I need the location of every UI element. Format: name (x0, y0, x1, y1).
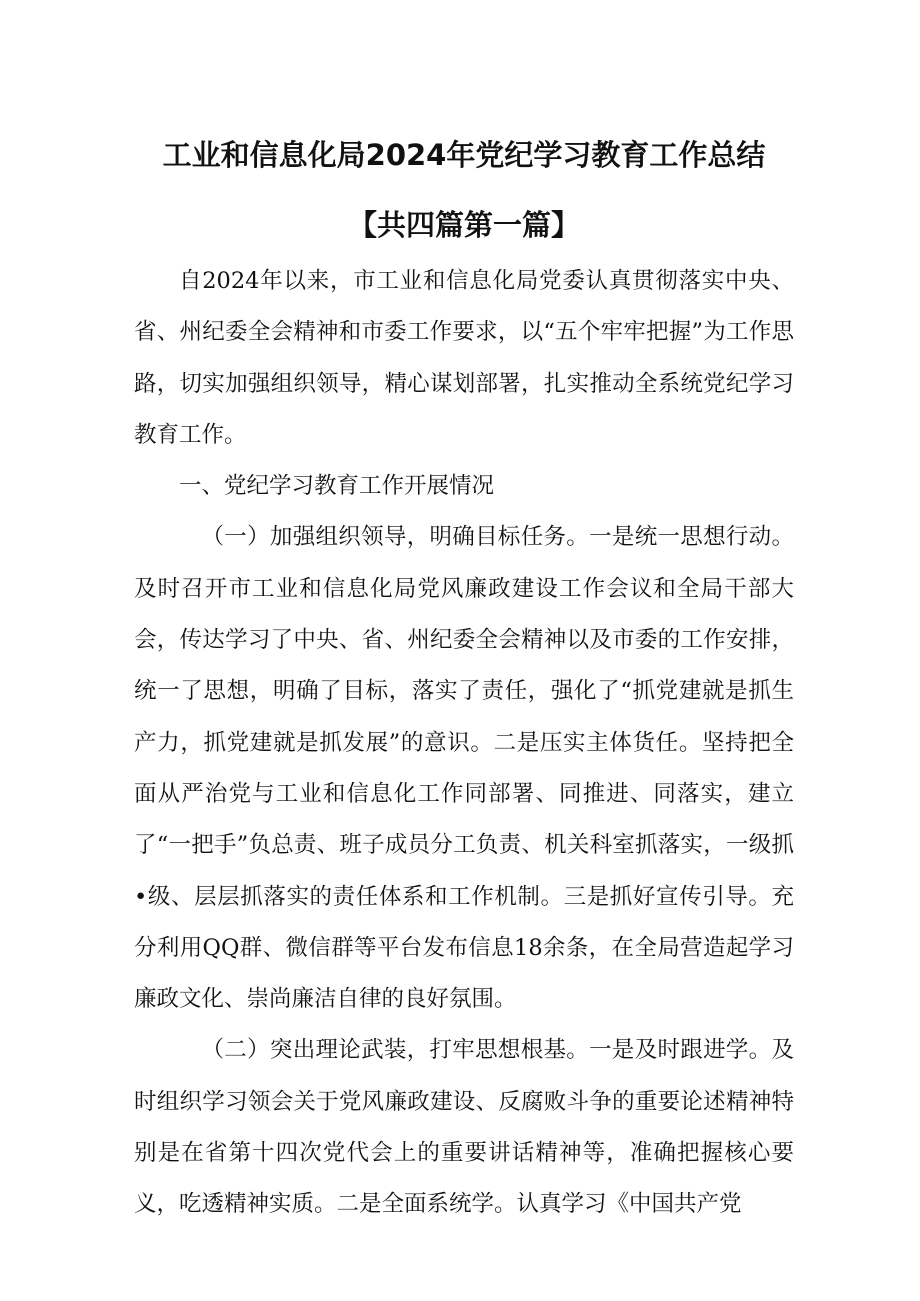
intro-paragraph: 自2024年以来，市工业和信息化局党委认真贯彻落实中央、省、州纪委全会精神和市委工作要求，以“五个牢牢把握”为工作思路，切实加强组织领导，精心谋划部署，扎实推动全系统党纪学习教育工作。 (134, 268, 794, 448)
document-subtitle: 【共四篇第一篇】 (347, 208, 580, 242)
document-title: 工业和信息化局2024年党纪学习教育工作总结 (162, 138, 766, 172)
section-heading-1: 一、党纪学习教育工作开展情况 (179, 473, 495, 500)
subsection-paragraph-1: （一）加强组织领导，明确目标任务。一是统一思想行动。及时召开市工业和信息化局党风廉政建设工作会议和全局干部大会，传达学习了中央、省、州纪委全会精神以及市委的工作安排，统一了思想，明确了目标，落实了责任，强化了“抓党建就是抓生产力，抓党建就是抓发展”的意识。二是压实主体货任。坚持把全面从严治党与工业和信息化工作同部署、同推进、同落实，建立了“一把手”负总责、班子成员分工负责、机关科室抓落实，一级抓•级、层层抓落实的责任体系和工作机制。三是抓好宣传引导。充分利用QQ群、微信群等平台发布信息18余条，在全局营造起学习廉政文化、崇尚廉洁自律的良好氛围。 (134, 524, 794, 1013)
subsection-paragraph-2: （二）突出理论武装，打牢思想根基。一是及时跟进学。及时组织学习领会关于党风廉政建设、反腐败斗争的重要论述精神特别是在省第十四次党代会上的重要讲话精神等，准确把握核心要义，吃透精神实质。二是全面系统学。认真学习《中国共产党 (134, 1037, 794, 1218)
